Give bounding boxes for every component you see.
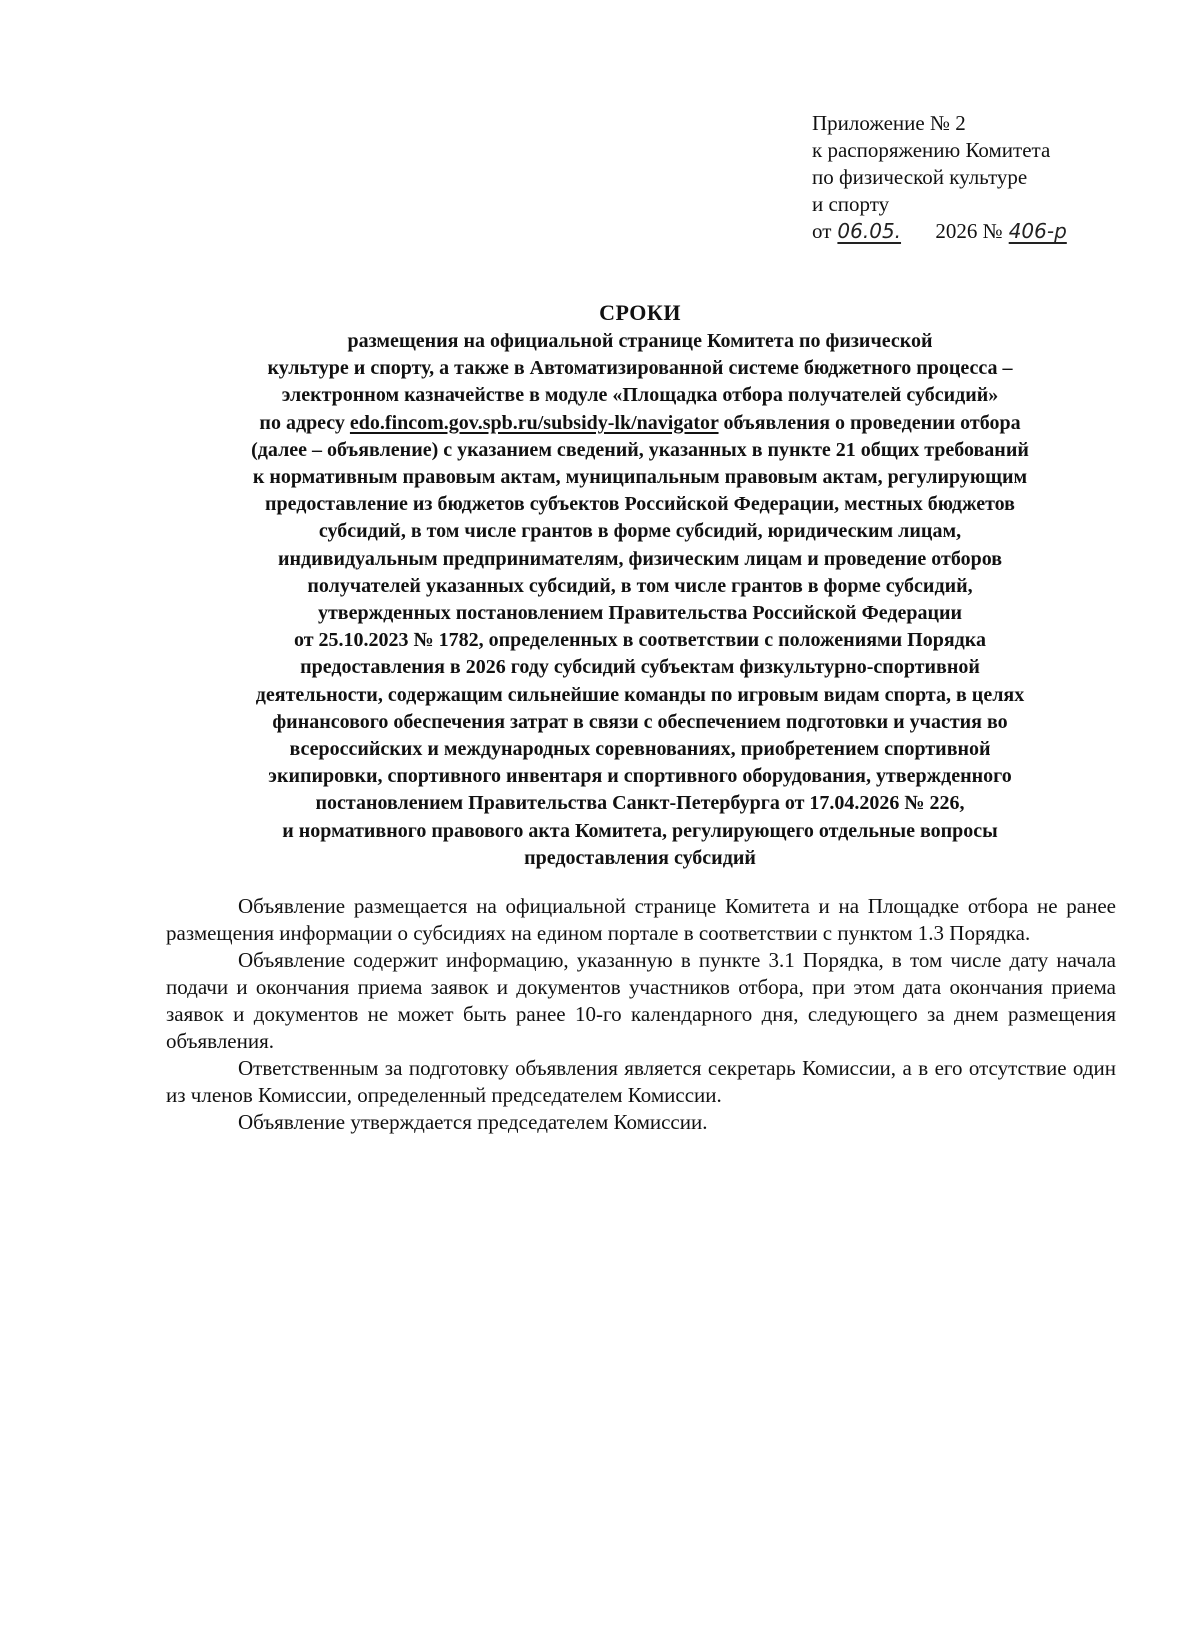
subtitle-line: получателей указанных субсидий, в том числе грантов в форме субсидий,: [307, 574, 973, 597]
subtitle-line: (далее – объявление) с указанием сведений, указанных в пункте 21 общих требований: [251, 438, 1029, 461]
handwritten-date: 06.05.: [837, 219, 902, 243]
subtitle-line: деятельности, содержащим сильнейшие команды по игровым видам спорта, в целях: [255, 683, 1025, 706]
subtitle-line-with-link: [150, 410, 1130, 437]
body-paragraph-approval: Объявление утверждается председателем Комиссии.: [238, 1110, 708, 1134]
subtitle-line: утвержденных постановлением Правительства Российской Федерации: [317, 602, 963, 625]
subtitle-line: размещения на официальной странице Комитета по физической: [347, 330, 933, 352]
subtitle-line: предоставление из бюджетов субъектов Российской Федерации, местных бюджетов: [265, 493, 1015, 516]
date-prefix: от: [812, 219, 832, 243]
year-text: 2026 №: [935, 219, 1003, 243]
appendix-line-3: по физической культуре: [812, 165, 1028, 189]
body-paragraph-publication: Объявление размещается на официальной странице Комитета и на Площадке отбора не ранее размещения информации о субсидиях на едином портале в соответствии с пунктом 1.3 Порядка.: [166, 894, 1116, 945]
body-paragraph-contents: Объявление содержит информацию, указанную в пункте 3.1 Порядка, в том числе дату начала подачи и окончания приема заявок и документов участников отбора, при этом дата окончания приема заявок и документов не может быть ранее 10-го календарного дня, следующего за днем размещения объявления.: [166, 948, 1116, 1053]
document-body: [166, 893, 1116, 1136]
subtitle-line: культуре и спорту, а также в Автоматизированной системе бюджетного процесса –: [267, 357, 1013, 380]
subtitle-line: постановлением Правительства Санкт-Петербурга от 17.04.2026 № 226,: [315, 792, 965, 815]
subtitle-line: и нормативного правового акта Комитета, регулирующего отдельные вопросы: [282, 819, 998, 842]
subtitle-line: к нормативным правовым актам, муниципальным правовым актам, регулирующим: [252, 466, 1028, 489]
subtitle-line: финансового обеспечения затрат в связи с обеспечением подготовки и участия во: [272, 710, 1008, 733]
appendix-header: [812, 110, 1075, 245]
subtitle-line: электронном казначействе в модуле «Площадка отбора получателей субсидий»: [281, 384, 999, 407]
document-subtitle: [150, 328, 1130, 872]
subtitle-line: субсидий, в том числе грантов в форме субсидий, юридическим лицам,: [318, 520, 962, 543]
appendix-date-line: [812, 218, 1075, 245]
subtitle-line: от 25.10.2023 № 1782, определенных в соответствии с положениями Порядка: [293, 629, 987, 652]
subtitle-line: предоставления в 2026 году субсидий субъектам физкультурно-спортивной: [300, 656, 980, 679]
subtitle-line: всероссийских и международных соревнованиях, приобретением спортивной: [289, 738, 991, 761]
subtitle-line: индивидуальным предпринимателям, физическим лицам и проведение отборов: [277, 547, 1002, 570]
appendix-line-4: и спорту: [812, 192, 890, 216]
handwritten-number: 406-р: [1008, 219, 1067, 243]
address-prefix: по адресу: [259, 411, 345, 434]
address-suffix: объявления о проведении отбора: [723, 411, 1021, 434]
document-title: СРОКИ: [599, 300, 681, 325]
subtitle-line: предоставления субсидий: [524, 846, 756, 869]
body-paragraph-responsible: Ответственным за подготовку объявления является секретарь Комиссии, а в его отсутствие один из членов Комиссии, определенный председателем Комиссии.: [166, 1056, 1116, 1107]
appendix-line-2: к распоряжению Комитета: [812, 138, 1051, 162]
navigator-link[interactable]: edo.fincom.gov.spb.ru/subsidy-lk/navigator: [349, 411, 719, 434]
appendix-line-1: Приложение № 2: [812, 111, 966, 135]
subtitle-line: экипировки, спортивного инвентаря и спортивного оборудования, утвержденного: [268, 765, 1012, 788]
